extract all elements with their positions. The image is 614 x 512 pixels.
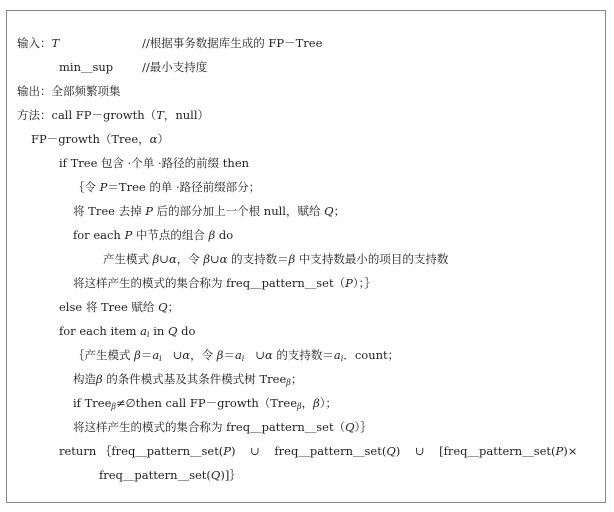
s5-var: P bbox=[345, 276, 353, 290]
else-line bbox=[59, 300, 179, 314]
s4-mid: ，令 bbox=[176, 252, 204, 266]
method-pre: 方法：call FP－growth（ bbox=[17, 108, 157, 122]
minsup-text: min＿sup bbox=[59, 60, 114, 74]
ret2-pre: freq＿pattern＿set( bbox=[99, 468, 211, 482]
input-comment bbox=[142, 36, 322, 50]
s5-text: 将这样产生的模式的集合称为 freq＿pattern＿set（ bbox=[73, 276, 346, 290]
s1-var: P bbox=[99, 180, 108, 194]
ret-u1: ) ∪ freq＿pattern＿set( bbox=[231, 444, 387, 458]
output-text: 输出：全部频繁项集 bbox=[17, 84, 121, 98]
input-comment-text: //根据事务数据库生成的 FP－Tree bbox=[142, 36, 323, 50]
step4-line bbox=[103, 252, 448, 266]
s3-pre: for each bbox=[73, 228, 125, 242]
p1-sub3: i bbox=[340, 354, 344, 363]
p1-a3: a bbox=[333, 348, 341, 362]
fp-growth-header bbox=[31, 132, 169, 146]
s2-post: 后的部分加上一个根 null，赋给 bbox=[153, 204, 325, 218]
p3-sub2: β bbox=[297, 402, 302, 411]
fe-mid: in bbox=[149, 324, 168, 338]
ret2-q: Q bbox=[210, 468, 221, 482]
step1-line bbox=[73, 180, 260, 194]
s4-end: 中支持数最小的项目的支持数 bbox=[295, 252, 449, 266]
ret-u2: ) ∪ [freq＿pattern＿set( bbox=[395, 444, 556, 458]
foreach-line bbox=[59, 324, 195, 342]
minsup-line bbox=[59, 60, 113, 74]
p4-q: Q bbox=[345, 420, 355, 434]
if-line bbox=[59, 156, 249, 170]
s5-end: ）；｝ bbox=[352, 276, 376, 290]
p1-mid: ，令 bbox=[190, 348, 217, 362]
p1-post: 的支持数＝ bbox=[272, 348, 334, 362]
fp-post: ） bbox=[157, 132, 169, 146]
p1-sub: i bbox=[159, 354, 162, 363]
method-var: T bbox=[156, 108, 164, 122]
s3-mid: 中节点的组合 bbox=[132, 228, 209, 242]
s1-pre: ｛令 bbox=[73, 180, 100, 194]
minsup-comment-text: //最小支持度 bbox=[142, 60, 208, 74]
s4-pre: 产生模式 bbox=[103, 252, 153, 266]
p2-end: ； bbox=[290, 372, 303, 386]
p1-a2: a bbox=[234, 348, 242, 362]
step3-line bbox=[73, 228, 233, 242]
ret-p: P bbox=[223, 444, 232, 458]
s4-c: β bbox=[288, 252, 296, 266]
fe-post: do bbox=[177, 324, 196, 338]
else-end: ； bbox=[167, 300, 180, 314]
return-line bbox=[59, 444, 577, 458]
method-line bbox=[17, 108, 209, 122]
s4-a: β∪α bbox=[152, 252, 177, 266]
input-var: T bbox=[51, 36, 60, 50]
p3-sub: β bbox=[111, 402, 116, 411]
fp-pre: FP－growth（Tree， bbox=[31, 132, 150, 146]
fe-pre: for each item bbox=[59, 324, 141, 338]
else-q: Q bbox=[158, 300, 168, 314]
ret-p2: P bbox=[555, 444, 564, 458]
ret-q: Q bbox=[386, 444, 396, 458]
p1-u2: ∪ bbox=[244, 348, 265, 362]
p1-u: ∪ bbox=[161, 348, 183, 362]
s2-var: P bbox=[145, 204, 153, 218]
p4-text: 将这样产生的模式的集合称为 freq＿pattern＿set（ bbox=[73, 420, 346, 434]
recursive-call-line bbox=[73, 396, 337, 414]
p1-a: a bbox=[152, 348, 160, 362]
p2-mid: 的条件模式基及其条件模式树 Tree bbox=[102, 372, 287, 386]
p1-alpha2: α bbox=[264, 348, 273, 362]
s2-pre: 将 Tree 去掉 bbox=[73, 204, 146, 218]
ret-x: )× bbox=[563, 444, 578, 458]
input-label: 输入： bbox=[17, 36, 52, 50]
collect-line bbox=[73, 420, 372, 434]
minsup-comment bbox=[142, 60, 207, 74]
ret2-end: )]｝ bbox=[220, 468, 241, 482]
p1-sub2: i bbox=[241, 354, 245, 363]
pattern-line bbox=[73, 348, 399, 366]
s3-beta: β bbox=[208, 228, 216, 242]
step5-line bbox=[73, 276, 376, 290]
s4-post: 的支持数＝ bbox=[227, 252, 289, 266]
p2-beta: β bbox=[96, 372, 103, 386]
s2-end: ； bbox=[333, 204, 346, 218]
fe-a: a bbox=[140, 324, 148, 338]
ret-pre: return ｛freq＿pattern＿set( bbox=[59, 444, 224, 458]
s3-post: do bbox=[215, 228, 234, 242]
output-line bbox=[17, 84, 121, 98]
p3-comma: ， bbox=[301, 396, 314, 410]
p1-pre: ｛产生模式 bbox=[73, 348, 135, 362]
p1-eq2: ＝ bbox=[223, 348, 235, 362]
p3-end: ）； bbox=[319, 396, 338, 410]
fe-q: Q bbox=[168, 324, 178, 338]
p1-beta2: β bbox=[216, 348, 224, 362]
s4-b: β∪α bbox=[203, 252, 228, 266]
construct-line bbox=[73, 372, 302, 390]
if-text: if Tree 包含 ·个单 ·路径的前缀 then bbox=[59, 156, 250, 170]
p4-end: ）｝ bbox=[354, 420, 372, 434]
return-cont-line bbox=[99, 468, 241, 482]
step2-line bbox=[73, 204, 345, 218]
p3-mid: ≠∅then call FP－growth（Tree bbox=[116, 396, 298, 410]
s3-var: P bbox=[124, 228, 133, 242]
p3-beta: β bbox=[313, 396, 320, 410]
fe-sub: i bbox=[147, 330, 150, 339]
p1-alpha: α bbox=[182, 348, 191, 362]
p2-pre: 构造 bbox=[73, 372, 96, 386]
p1-end: ．count； bbox=[343, 348, 400, 362]
algorithm-box bbox=[6, 10, 606, 503]
method-post: ，null） bbox=[163, 108, 210, 122]
p2-sub: β bbox=[286, 378, 291, 387]
p1-beta: β bbox=[134, 348, 141, 362]
p3-pre: if Tree bbox=[73, 396, 112, 410]
else-pre: else 将 Tree 赋给 bbox=[59, 300, 159, 314]
p1-eq: ＝ bbox=[140, 348, 153, 362]
input-line bbox=[17, 36, 59, 50]
fp-alpha: α bbox=[149, 132, 158, 146]
s2-q: Q bbox=[324, 204, 334, 218]
s1-post: ＝Tree 的单 ·路径前缀部分； bbox=[107, 180, 261, 194]
